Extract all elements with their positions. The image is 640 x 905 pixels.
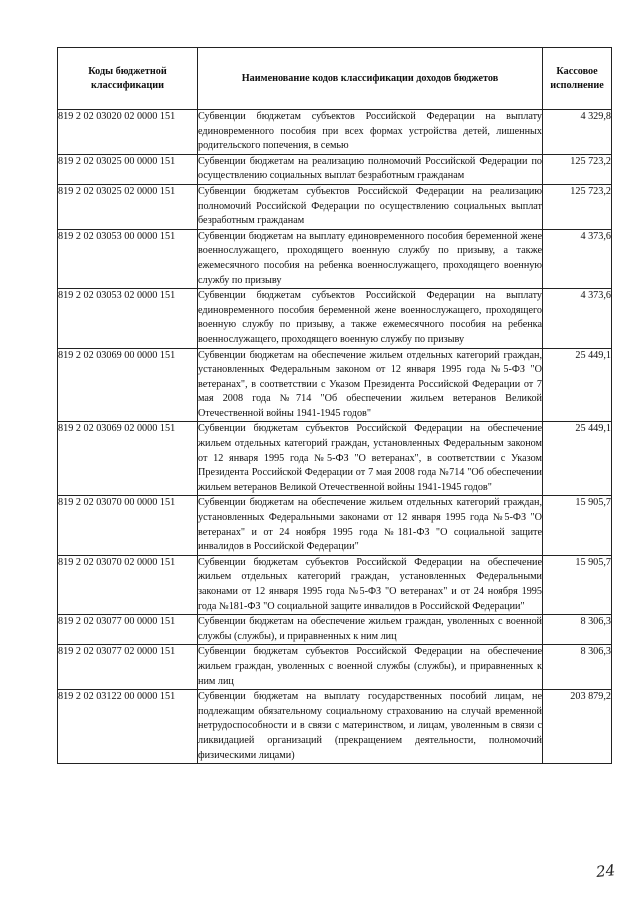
- header-code: Коды бюджетной классификации: [58, 48, 198, 110]
- table-row: [58, 690, 612, 764]
- amount-cell: 15 905,7: [543, 496, 612, 555]
- amount-cell: 8 306,3: [543, 615, 612, 645]
- code-cell: 819 2 02 03025 02 0000 151: [58, 184, 198, 229]
- table-row: [58, 154, 612, 184]
- table-body: [58, 110, 612, 764]
- amount-cell: 203 879,2: [543, 690, 612, 764]
- amount-cell: 4 329,8: [543, 110, 612, 155]
- name-cell: Субвенции бюджетам субъектов Российской Федерации на обеспечение жильем отдельных категорий граждан, установленных Федеральным законом от 12 января 1995 года №5-ФЗ "О ветеранах", в соответствии с Указом Президента Российской Федерации от 7 мая 2008 года №714 "Об обеспечении жильем ветеранов Великой Отечественной войны 1941-1945 годов": [198, 422, 543, 496]
- amount-cell: 15 905,7: [543, 555, 612, 614]
- table-row: [58, 110, 612, 155]
- name-cell: Субвенции бюджетам на обеспечение жильем граждан, уволенных с военной службы (службы), и приравненных к ним лиц: [198, 615, 543, 645]
- code-cell: 819 2 02 03020 02 0000 151: [58, 110, 198, 155]
- code-cell: 819 2 02 03077 00 0000 151: [58, 615, 198, 645]
- code-cell: 819 2 02 03122 00 0000 151: [58, 690, 198, 764]
- table-row: [58, 184, 612, 229]
- table-row: [58, 496, 612, 555]
- table-row: [58, 348, 612, 422]
- code-cell: 819 2 02 03025 00 0000 151: [58, 154, 198, 184]
- table-row: [58, 555, 612, 614]
- amount-cell: 125 723,2: [543, 184, 612, 229]
- amount-cell: 25 449,1: [543, 422, 612, 496]
- code-cell: 819 2 02 03070 02 0000 151: [58, 555, 198, 614]
- header-amount: Кассовое исполнение: [543, 48, 612, 110]
- name-cell: Субвенции бюджетам субъектов Российской Федерации на обеспечение жильем отдельных категорий граждан, установленных Федеральными законами от 12 января 1995 года №5-ФЗ "О ветеранах" и от 24 ноября 1995 года №181-ФЗ "О социальной защите инвалидов в Российской Федерации": [198, 555, 543, 614]
- table-row: [58, 422, 612, 496]
- table-row: [58, 615, 612, 645]
- table-row: [58, 229, 612, 288]
- code-cell: 819 2 02 03069 02 0000 151: [58, 422, 198, 496]
- name-cell: Субвенции бюджетам субъектов Российской Федерации на выплату единовременного пособия беременной жене военнослужащего, проходящего военную службу по призыву, а также ежемесячного пособия на ребенка военнослужащего, проходящего военную службу по призыву: [198, 289, 543, 348]
- code-cell: 819 2 02 03053 02 0000 151: [58, 289, 198, 348]
- amount-cell: 4 373,6: [543, 289, 612, 348]
- name-cell: Субвенции бюджетам на обеспечение жильем отдельных категорий граждан, установленных Федеральным законом от 12 января 1995 года №5-ФЗ "О ветеранах", в соответствии с Указом Президента Российской Федерации от 7 мая 2008 года №714 "Об обеспечении жильем ветеранов Великой Отечественной войны 1941-1945 годов": [198, 348, 543, 422]
- code-cell: 819 2 02 03053 00 0000 151: [58, 229, 198, 288]
- page-number: 24: [595, 861, 616, 881]
- name-cell: Субвенции бюджетам на обеспечение жильем отдельных категорий граждан, установленных Федеральными законами от 12 января 1995 года №5-ФЗ "О ветеранах" и от 24 ноября 1995 года №181-ФЗ "О социальной защите инвалидов в Российской Федерации": [198, 496, 543, 555]
- code-cell: 819 2 02 03070 00 0000 151: [58, 496, 198, 555]
- amount-cell: 25 449,1: [543, 348, 612, 422]
- name-cell: Субвенции бюджетам на реализацию полномочий Российской Федерации по осуществлению социальных выплат безработным гражданам: [198, 154, 543, 184]
- header-name: Наименование кодов классификации доходов бюджетов: [198, 48, 543, 110]
- table-row: [58, 289, 612, 348]
- amount-cell: 125 723,2: [543, 154, 612, 184]
- code-cell: 819 2 02 03077 02 0000 151: [58, 645, 198, 690]
- name-cell: Субвенции бюджетам на выплату единовременного пособия беременной жене военнослужащего, проходящего военную службу по призыву, а также ежемесячного пособия на ребенка военнослужащего, проходящего военную службу по призыву: [198, 229, 543, 288]
- table-row: [58, 645, 612, 690]
- name-cell: Субвенции бюджетам субъектов Российской Федерации на реализацию полномочий Российской Федерации по осуществлению социальных выплат безработным гражданам: [198, 184, 543, 229]
- table-header-row: [58, 48, 612, 110]
- name-cell: Субвенции бюджетам на выплату государственных пособий лицам, не подлежащим обязательному социальному страхованию на случай временной нетрудоспособности и в связи с материнством, и лицам, уволенным в связи с ликвидацией организаций (прекращением деятельности, полномочий физическими лицами): [198, 690, 543, 764]
- budget-revenue-table: [57, 47, 612, 764]
- name-cell: Субвенции бюджетам субъектов Российской Федерации на выплату единовременного пособия при всех формах устройства детей, лишенных родительского попечения, в семью: [198, 110, 543, 155]
- name-cell: Субвенции бюджетам субъектов Российской Федерации на обеспечение жильем граждан, уволенных с военной службы (службы), и приравненных к ним лиц: [198, 645, 543, 690]
- amount-cell: 4 373,6: [543, 229, 612, 288]
- code-cell: 819 2 02 03069 00 0000 151: [58, 348, 198, 422]
- amount-cell: 8 306,3: [543, 645, 612, 690]
